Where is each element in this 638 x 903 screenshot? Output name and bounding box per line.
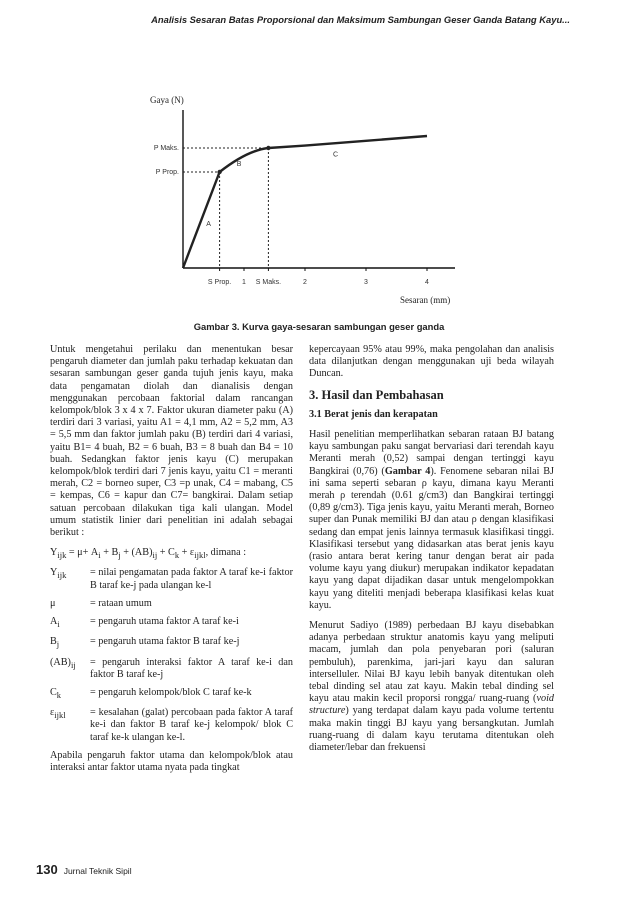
definition-symbol: $Y_{ijk}$ (50, 567, 67, 581)
section-title: 3. Hasil dan Pembahasan (309, 387, 444, 402)
definition-item (50, 687, 293, 701)
x-tick-label: 1 (242, 279, 246, 286)
definition-symbol: μ (50, 597, 56, 609)
proportional-limit-point (217, 170, 221, 174)
duncan-paragraph-start: Apabila pengaruh faktor utama dan kelompok/blok atau interaksi antar faktor utama nyata pada tingkat (50, 749, 293, 774)
definition-text: = nilai pengamatan pada faktor A taraf ke-i faktor B taraf ke-j pada ulangan ke-l (90, 567, 293, 591)
linear-model-equation: $Y_{ijk} = \mu+ A_i + B_j + (AB)_{ij} + C_k + \varepsilon_{ijkl}$, dimana : (50, 547, 247, 561)
y-tick-label: P Maks. (153, 145, 179, 152)
duncan-paragraph-end: kepercayaan 95% atau 99%, maka pengolahan dan analisis data dilanjutkan dengan menggunakan uji beda wilayah Duncan. (309, 344, 554, 380)
running-title: Analisis Sesaran Batas Proporsional dan Maksimum Sambungan Geser Ganda Batang Kayu... (151, 14, 570, 25)
subsection-title: 3.1 Berat jenis dan kerapatan (309, 408, 438, 420)
x-tick-label: 2 (303, 279, 307, 286)
definition-text: = pengaruh interaksi faktor A taraf ke-i dan faktor B taraf ke-j (90, 656, 293, 680)
definition-symbol: $C_k$ (50, 686, 62, 700)
figure-caption: Gambar 3. Kurva gaya-sesaran sambungan geser ganda (193, 321, 445, 332)
definition-item (50, 616, 293, 630)
results-paragraph: Hasil penelitian memperlihatkan sebaran rataan BJ batang kayu sambungan paku sangat bervariasi dari terendah kayu Meranti merah (0,52) sampai dengan tertinggi kayu Bangkirai (0,76) (Gambar 4). Fenomene sebaran nilai BJ ini sama seperti sebaran ρ kayu, dimana kayu Meranti merah ρ terendah (0.61 g/cm3) dan Bangkirai tertinggi (0,89 g/cm3). Tiga jenis kayu, yaitu Meranti merah, Borneo super dan Punak memiliki BJ dan atau ρ dengan klasifikasi sedang dan empat jenis lainnya termasuk klasifikasi tinggi. Klasifikasi tersebut yang didasarkan atas berat jenis kayu (rasio antara berat kering tanur dengan berat air pada volume kayu yang diukur) merupakan indikator kepadatan kayu yang dapat dijadikan dasar untuk mengelompokkan kayu yang diteliti menjadi beberapa klasifikasi kelas kuat kayu. (309, 429, 554, 611)
y-tick-label: P Prop. (155, 169, 179, 176)
definition-text: = rataan umum (90, 597, 152, 609)
force-displacement-chart (0, 0, 638, 320)
journal-name: Jurnal Teknik Sipil (63, 866, 132, 876)
definition-symbol: $A_i$ (50, 616, 60, 630)
definition-text: = kesalahan (galat) percobaan pada faktor A taraf ke-i dan faktor B taraf ke-j kelompok/ blok C taraf ke-k ulangan ke-l. (90, 707, 293, 743)
figure-3 (0, 0, 638, 340)
page-number: 130 (36, 862, 58, 877)
definition-item (50, 636, 293, 650)
left-column (50, 344, 293, 782)
definition-item (50, 598, 293, 610)
method-paragraph: Untuk mengetahui perilaku dan menentukan besar pengaruh diameter dan jumlah paku terhadap kekuatan dan sesaran sambungan geser ganda tujuh jenis kayu, maka data pengamatan diolah dan dianalisis dengan menggunakan percobaan faktorial dalam rancangan kelompok/blok 3 x 4 x 7. Faktor ukuran diameter paku (A) terdiri dari 3 variasi, yaitu A1 = 4,1 mm, A2 = 5,2 mm, A3 = 5,5 mm dan faktor jumlah paku (B) terdiri dari 4 variasi, yaitu B1= 4 buah, B2 = 6 buah, B3 = 8 buah dan B4 = 10 buah. Sedangkan faktor jenis kayu (C) merupakan kelompok/blok terdiri dari 7 jenis kayu, yaitu C1 = meranti merah, C2 = borneo super, C3 =p unak, C4 = mabang, C5 = kempas, C6 = kapur dan C7= bangkirai. Dalam setiap satuan percobaan dilakukan tiga kali ulangan. Model umum statistik linier dari penelitian ini adalah sebagai berikut : (50, 344, 293, 539)
definition-text: = pengaruh utama faktor A taraf ke-i (90, 616, 239, 628)
definition-item (50, 657, 293, 681)
figure-reference: Gambar 4 (384, 465, 431, 477)
region-label: B (236, 161, 242, 168)
page-footer (36, 862, 132, 877)
definition-symbol: $\varepsilon_{ijkl}$ (50, 707, 66, 721)
x-axis-label: Sesaran (mm) (400, 295, 451, 305)
definition-text: = pengaruh utama faktor B taraf ke-j (90, 636, 240, 648)
x-tick-label: S Maks. (255, 279, 282, 286)
definition-symbol: $B_j$ (50, 636, 60, 650)
definition-symbol: $(AB)_{ij}$ (50, 656, 76, 670)
x-tick-label: 4 (425, 279, 429, 286)
right-column (309, 344, 554, 762)
region-label: C (332, 151, 339, 159)
maximum-point (266, 146, 270, 150)
definition-list (50, 567, 293, 743)
region-label: A (206, 221, 211, 228)
x-tick-label: S Prop. (207, 279, 232, 286)
definition-item (50, 567, 293, 591)
y-axis-label: Gaya (N) (150, 95, 184, 105)
definition-item (50, 707, 293, 744)
x-tick-label: 3 (364, 279, 368, 286)
definition-text: = pengaruh kelompok/blok C taraf ke-k (90, 686, 252, 698)
sadiyo-paragraph: Menurut Sadiyo (1989) perbedaan BJ kayu disebabkan adanya perbedaan struktur anatomis kayu yang meliputi macam, jumlah dan pola penyebaran pori (saluran pembuluh), parenkima, jari-jari kayu dan saluran interselluler. Nilai BJ kayu lebih banyak ditentukan oleh tebal dinding sel atau zat kayu. Makin tebal dinding sel kayu atau makin kecil proporsi rongga/ ruang-ruang (void structure) yang terdapat dalam kayu pada volume tertentu maka makin tinggi BJ kayu yang bersangkutan. Jumlah ruang-ruang di dalam kayu terutama ditentukan oleh diameter/lebar dan frekuensi (309, 620, 554, 754)
